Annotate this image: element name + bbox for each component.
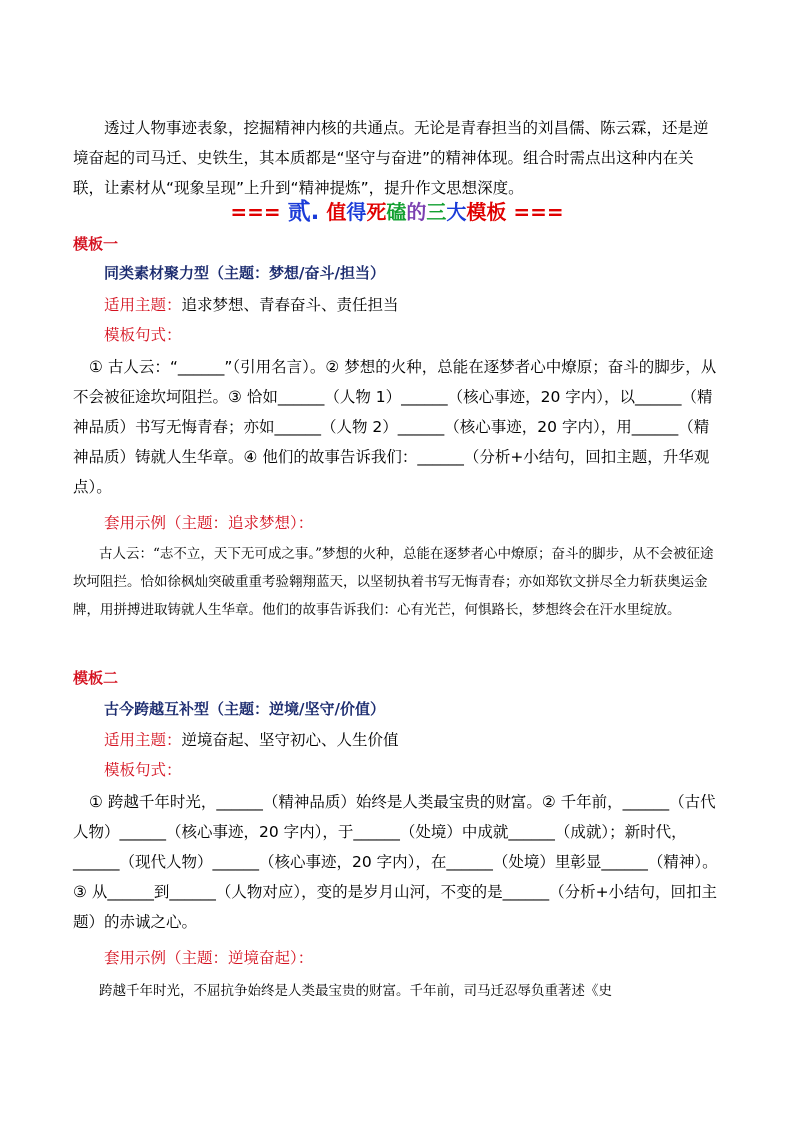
heading-char: 磕 xyxy=(386,200,407,224)
heading-char: 大 xyxy=(446,200,467,224)
heading-char: 得 xyxy=(346,200,367,224)
template2-label: 模板二 xyxy=(73,669,119,687)
heading-right-decoration: === xyxy=(513,200,564,224)
template2-topic-label: 适用主题： xyxy=(104,731,182,749)
section-heading xyxy=(0,196,794,228)
heading-number: 贰. xyxy=(287,199,320,225)
template1-example-text: 古人云：“志不立，天下无可成之事。”梦想的火种，总能在逐梦者心中燎原；奋斗的脚步，从不会被征途坎坷阻拦。恰如徐枫灿突破重重考验翱翔蓝天，以坚韧执着书写无悔青春；亦如郑钦文拼尽全力斩获奥运金牌，用拼搏进取铸就人生华章。他们的故事告诉我们：心有光芒，何惧路长，梦想终会在汗水里绽放。 xyxy=(73,546,714,618)
heading-left-decoration: === xyxy=(230,200,281,224)
template1-pattern-text: ① 古人云：“______”（引用名言）。② 梦想的火种，总能在逐梦者心中燎原；奋斗的脚步，从不会被征途坎坷阻拦。③ 恰如______（人物 1）______（核心事迹，20 字内），以______（精神品质）书写无悔青春；亦如______（人物 2）______（核心事迹，20 字内），用______（精神品质）铸就人生华章。④ 他们的故事告诉我们：______（分析+小结句，回扣主题，升华观点）。 xyxy=(73,358,717,496)
template1-title: 同类素材聚力型（主题：梦想/奋斗/担当） xyxy=(104,264,385,282)
template2-pattern-label: 模板句式： xyxy=(104,761,182,779)
template2-pattern-text: ① 跨越千年时光，______（精神品质）始终是人类最宝贵的财富。② 千年前，______（古代人物）______（核心事迹，20 字内），于______（处境）中成就______（成就）；新时代，______（现代人物）______（核心事迹，20 字内），在______（处境）里彰显______（精神）。③ 从______到______（人物对应），变的是岁月山河，不变的是______（分析+小结句，回扣主题）的赤诚之心。 xyxy=(73,793,718,931)
template2-topic-text: 逆境奋起、坚守初心、人生价值 xyxy=(181,731,399,749)
heading-char: 三 xyxy=(426,200,447,224)
template2-example-text: 跨越千年时光，不屈抗争始终是人类最宝贵的财富。千年前，司马迁忍辱负重著述《史 xyxy=(99,983,612,999)
template1-topic-line xyxy=(104,294,399,316)
template2-title: 古今跨越互补型（主题：逆境/坚守/价值） xyxy=(104,700,385,718)
template1-pattern-label: 模板句式： xyxy=(104,326,182,344)
heading-char: 模 xyxy=(466,200,487,224)
template2-topic-line xyxy=(104,729,399,751)
template1-example-label: 套用示例（主题：追求梦想）： xyxy=(104,514,314,532)
template1-topic-text: 追求梦想、青春奋斗、责任担当 xyxy=(181,296,399,314)
heading-char: 死 xyxy=(366,200,387,224)
heading-char: 值 xyxy=(326,200,347,224)
heading-char: 的 xyxy=(406,200,427,224)
intro-paragraph: 透过人物事迹表象，挖掘精神内核的共通点。无论是青春担当的刘昌儒、陈云霖，还是逆境奋起的司马迁、史铁生，其本质都是“坚守与奋进”的精神体现。组合时需点出这种内在关联，让素材从“现象呈现”上升到“精神提炼”，提升作文思想深度。 xyxy=(73,119,709,197)
template1-topic-label: 适用主题： xyxy=(104,296,182,314)
template2-example-label: 套用示例（主题：逆境奋起）： xyxy=(104,949,314,967)
template1-label: 模板一 xyxy=(73,235,119,253)
heading-char: 板 xyxy=(486,200,507,224)
